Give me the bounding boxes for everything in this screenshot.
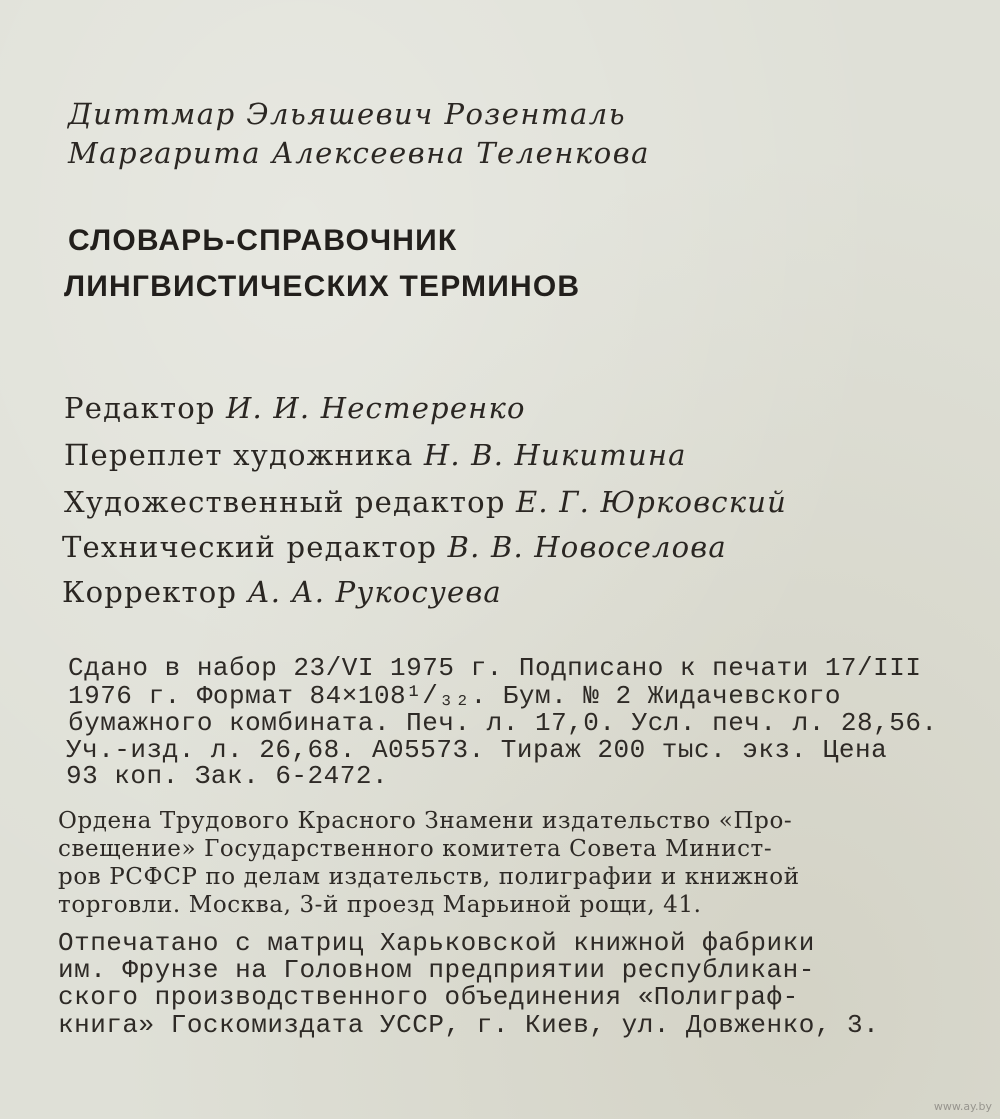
author-name: Маргарита Алексеевна Теленкова: [68, 136, 650, 170]
book-title: СЛОВАРЬ-СПРАВОЧНИК: [68, 224, 458, 257]
credit-role: Редактор: [64, 391, 216, 425]
credit-person: А. А. Рукосуева: [247, 575, 502, 609]
credit-person: И. И. Нестеренко: [226, 391, 526, 425]
printer-line: Отпечатано с матриц Харьковской книжной фабрики: [58, 928, 815, 958]
credit-line: [64, 485, 788, 519]
author-name: Диттмар Эльяшевич Розенталь: [68, 97, 627, 131]
print-info-line: бумажного комбината. Печ. л. 17,0. Усл. печ. л. 28,56.: [68, 708, 938, 738]
printer-line: книга» Госкомиздата УССР, г. Киев, ул. Довженко, 3.: [58, 1010, 880, 1040]
credit-role: Технический редактор: [62, 530, 438, 564]
credit-line: [64, 438, 687, 472]
credit-role: Корректор: [62, 575, 238, 609]
book-title: ЛИНГВИСТИЧЕСКИХ ТЕРМИНОВ: [64, 270, 581, 303]
watermark: www.ay.by: [933, 1100, 992, 1113]
print-info-line: 1976 г. Формат 84×108¹/₃₂. Бум. № 2 Жидачевского: [68, 681, 841, 711]
print-info-line: Уч.-изд. л. 26,68. А05573. Тираж 200 тыс. экз. Цена: [66, 735, 888, 765]
credit-role: Художественный редактор: [64, 485, 506, 519]
printer-line: им. Фрунзе на Головном предприятии республикан-: [58, 955, 815, 985]
print-info-line: Сдано в набор 23/VI 1975 г. Подписано к печати 17/III: [68, 653, 922, 683]
credit-role: Переплет художника: [64, 438, 414, 472]
credit-line: [62, 530, 727, 564]
credit-line: [64, 391, 526, 425]
credit-person: Е. Г. Юрковский: [516, 485, 788, 519]
print-info-line: 93 коп. Зак. 6-2472.: [66, 761, 389, 791]
credit-person: В. В. Новоселова: [447, 530, 727, 564]
publisher-line: Ордена Трудового Красного Знамени издательство «Про-: [58, 808, 793, 834]
publisher-line: торговли. Москва, 3-й проезд Марьиной рощи, 41.: [58, 892, 702, 918]
credit-line: [62, 575, 502, 609]
publisher-line: свещение» Государственного комитета Совета Минист-: [58, 836, 773, 862]
printer-line: ского производственного объединения «Полиграф-: [58, 982, 799, 1012]
credit-person: Н. В. Никитина: [423, 438, 687, 472]
publisher-line: ров РСФСР по делам издательств, полиграфии и книжной: [58, 864, 800, 890]
